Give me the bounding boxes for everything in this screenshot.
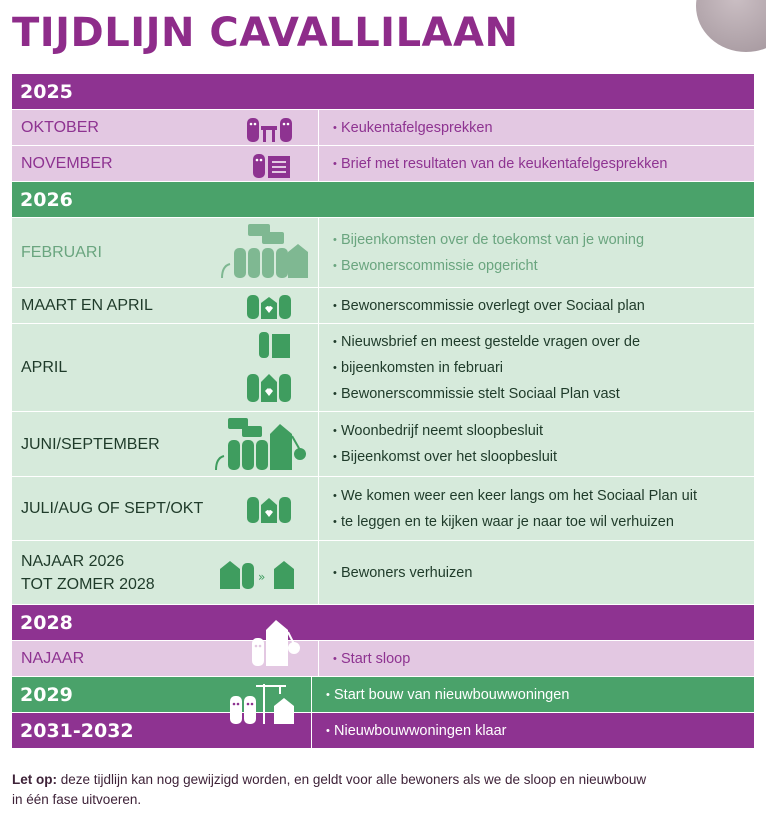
month-label: APRIL xyxy=(21,359,68,376)
event-item: • Brief met resultaten van de keukentafelgesprekken xyxy=(333,151,734,177)
letter-icon xyxy=(252,150,296,180)
kitchen-table-icon xyxy=(245,114,295,144)
demolition-meeting-icon xyxy=(212,416,308,474)
year-row-2031 xyxy=(12,713,754,749)
svg-text:»: » xyxy=(258,570,266,584)
event-item: • Nieuwbouwwoningen klaar xyxy=(326,718,734,744)
row-juni-september xyxy=(12,412,754,477)
row-maart-april xyxy=(12,288,754,324)
event-item: • Bewonerscommissie overlegt over Sociaal plan xyxy=(333,293,734,319)
row-juli-oktober xyxy=(12,477,754,541)
row-februari xyxy=(12,218,754,288)
note-text-2: in één fase uitvoeren. xyxy=(12,792,142,807)
event-item: • Start sloop xyxy=(333,646,734,672)
year-label: 2031-2032 xyxy=(20,719,134,742)
row-oktober xyxy=(12,110,754,146)
corner-photo xyxy=(696,0,766,52)
month-label: NAJAAR 2026 TOT ZOMER 2028 xyxy=(21,552,155,593)
event-item: • Bijeenkomsten over de toekomst van je woning xyxy=(333,227,734,253)
event-item: • Nieuwsbrief en meest gestelde vragen over de xyxy=(333,329,734,355)
year-row-2029 xyxy=(12,677,754,713)
month-label: JULI/AUG OF SEPT/OKT xyxy=(21,500,204,517)
year-row-2026 xyxy=(12,182,754,218)
row-april xyxy=(12,324,754,412)
month-label: JUNI/SEPTEMBER xyxy=(21,435,160,453)
visit-icon xyxy=(245,493,295,525)
event-item: • Start bouw van nieuwbouwwoningen xyxy=(326,682,734,708)
event-item: • Bijeenkomst over het sloopbesluit xyxy=(333,444,734,470)
month-label: NAJAAR xyxy=(21,650,85,667)
event-item: • Bewoners verhuizen xyxy=(333,560,734,586)
construction-icon xyxy=(228,680,296,726)
event-item: • Woonbedrijf neemt sloopbesluit xyxy=(333,418,734,444)
event-item: • We komen weer een keer langs om het Sociaal Plan uit xyxy=(333,483,734,509)
year-row-2025 xyxy=(12,74,754,110)
note-text: deze tijdlijn kan nog gewijzigd worden, en geldt voor alle bewoners als we de sloop en nieuwbouw xyxy=(57,772,647,787)
event-item: • Keukentafelgesprekken xyxy=(333,115,734,141)
month-label: FEBRUARI xyxy=(21,244,102,261)
year-label: 2029 xyxy=(20,683,73,706)
row-november xyxy=(12,146,754,182)
page-title: TIJDLIJN CAVALLILAAN xyxy=(12,10,519,56)
disclaimer-note xyxy=(12,770,732,810)
year-row-2028 xyxy=(12,605,754,641)
month-label: MAART EN APRIL xyxy=(21,297,153,314)
year-label: 2025 xyxy=(20,80,73,103)
moving-icon xyxy=(218,557,298,591)
meeting-icon xyxy=(218,222,308,284)
year-label: 2028 xyxy=(20,611,73,634)
event-item: • Bewonerscommissie opgericht xyxy=(333,253,734,279)
year-label: 2026 xyxy=(20,188,73,211)
month-label: OKTOBER xyxy=(21,119,99,136)
newsletter-and-committee-icon xyxy=(245,330,295,406)
month-label: NOVEMBER xyxy=(21,155,113,172)
demolition-icon xyxy=(248,618,300,668)
event-item-continued: • bijeenkomsten in februari xyxy=(333,355,734,381)
timeline-table xyxy=(12,74,754,749)
note-label: Let op: xyxy=(12,772,57,787)
event-item-continued: • te leggen en te kijken waar je naar toe wil verhuizen xyxy=(333,509,734,535)
event-item: • Bewonerscommissie stelt Sociaal Plan vast xyxy=(333,381,734,407)
row-najaar-2026 xyxy=(12,541,754,605)
row-najaar-2028 xyxy=(12,641,754,677)
committee-icon xyxy=(245,291,295,321)
